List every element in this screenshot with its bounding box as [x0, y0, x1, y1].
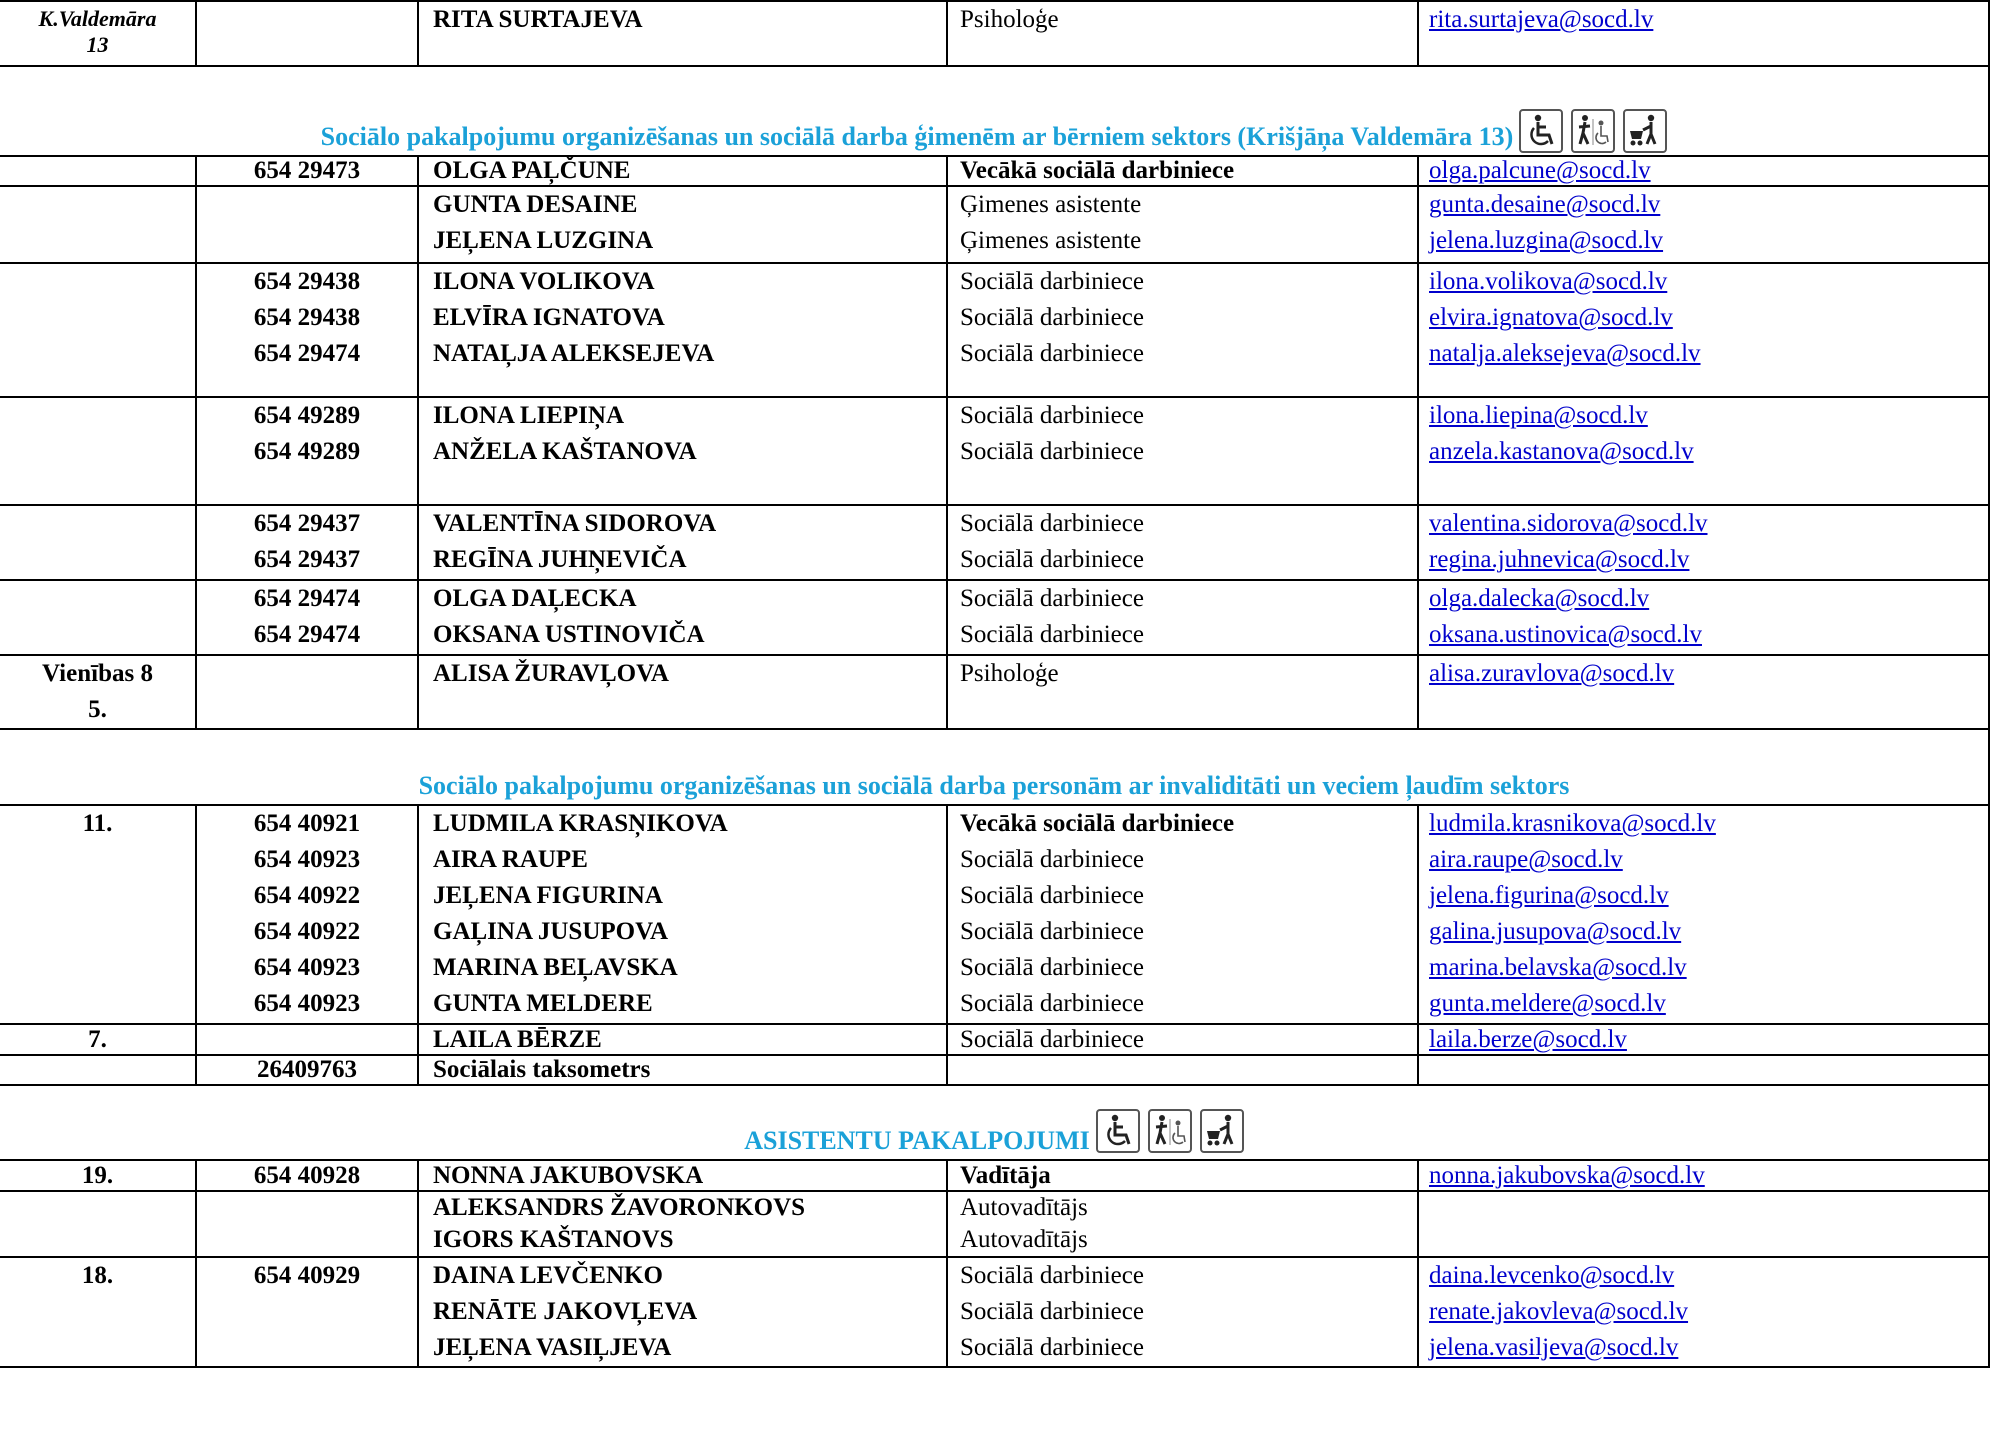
name-cell: GUNTA DESAINE JEĻENA LUZGINA — [418, 186, 947, 263]
position-cell: Vecākā sociālā darbiniece — [947, 156, 1418, 186]
position-cell: Vecākā sociālā darbiniece Sociālā darbiniece Sociālā darbiniece Sociālā darbiniece Sociālā darbiniece Sociālā darbiniece — [947, 805, 1418, 1024]
phone-cell: 654 40929 — [196, 1257, 418, 1367]
table-row — [0, 186, 1989, 263]
email-link[interactable]: ilona.volikova@socd.lv — [1429, 268, 1668, 295]
email-link[interactable]: renate.jakovleva@socd.lv — [1429, 1298, 1689, 1325]
email-cell — [1418, 1257, 1989, 1367]
section-title: Sociālo pakalpojumu organizēšanas un sociālā darba personām ar invaliditāti un veciem ļaudīm sektors — [418, 771, 1570, 800]
email-link[interactable]: anzela.kastanova@socd.lv — [1429, 438, 1694, 465]
section-header — [0, 729, 1989, 805]
phone-cell: 26409763 — [196, 1055, 418, 1085]
name-cell: Sociālais taksometrs — [418, 1055, 947, 1085]
room-cell: K.Valdemāra 13 — [0, 1, 196, 66]
name-cell: DAINA LEVČENKO RENĀTE JAKOVĻEVA JEĻENA VASIĻJEVA — [418, 1257, 947, 1367]
email-cell — [1418, 263, 1989, 397]
table-row — [0, 1160, 1989, 1191]
wheelchair-icon — [1519, 109, 1563, 153]
phone-cell: 654 49289 654 49289 — [196, 397, 418, 505]
phone-cell — [196, 655, 418, 729]
position-cell: Sociālā darbiniece Sociālā darbiniece — [947, 580, 1418, 655]
name-cell: OLGA DAĻECKA OKSANA USTINOVIČA — [418, 580, 947, 655]
name-cell: NONNA JAKUBOVSKA — [418, 1160, 947, 1191]
email-cell — [1418, 1160, 1989, 1191]
table-row — [0, 1257, 1989, 1367]
email-link[interactable]: gunta.desaine@socd.lv — [1429, 191, 1661, 218]
section-title: ASISTENTU PAKALPOJUMI — [744, 1126, 1090, 1155]
room-cell — [0, 397, 196, 505]
room-cell: 19. — [0, 1160, 196, 1191]
position-cell: Sociālā darbiniece Sociālā darbiniece Sociālā darbiniece — [947, 263, 1418, 397]
phone-cell — [196, 1191, 418, 1257]
room-cell — [0, 580, 196, 655]
email-link[interactable]: ludmila.krasnikova@socd.lv — [1429, 810, 1716, 837]
email-link[interactable]: aira.raupe@socd.lv — [1429, 846, 1623, 873]
room-cell: 11. — [0, 805, 196, 1024]
email-link[interactable]: olga.dalecka@socd.lv — [1429, 585, 1650, 612]
email-link[interactable]: galina.jusupova@socd.lv — [1429, 918, 1682, 945]
walking-assistance-icon — [1148, 1109, 1192, 1153]
phone-cell: 654 40921 654 40923 654 40922 654 40922 654 40923 654 40923 — [196, 805, 418, 1024]
table-row — [0, 505, 1989, 580]
phone-cell: 654 29437 654 29437 — [196, 505, 418, 580]
email-cell — [1418, 1, 1989, 66]
section-header-row — [0, 1085, 1989, 1160]
email-link[interactable]: alisa.zuravlova@socd.lv — [1429, 660, 1675, 687]
section-header-row — [0, 66, 1989, 156]
position-cell: Psiholoģe — [947, 655, 1418, 729]
room-cell — [0, 156, 196, 186]
email-cell — [1418, 805, 1989, 1024]
room-cell — [0, 505, 196, 580]
position-cell: Sociālā darbiniece — [947, 1024, 1418, 1055]
table-row — [0, 1191, 1989, 1257]
room-cell — [0, 263, 196, 397]
table-row — [0, 655, 1989, 729]
name-cell: LUDMILA KRASŅIKOVA AIRA RAUPE JEĻENA FIGURINA GAĻINA JUSUPOVA MARINA BEĻAVSKA GUNTA MELDERE — [418, 805, 947, 1024]
room-cell — [0, 186, 196, 263]
email-link[interactable]: laila.berze@socd.lv — [1429, 1026, 1627, 1053]
section-header — [0, 66, 1989, 156]
wheelchair-icon — [1096, 1109, 1140, 1153]
phone-cell — [196, 186, 418, 263]
room-cell: 7. — [0, 1024, 196, 1055]
phone-cell: 654 29474 654 29474 — [196, 580, 418, 655]
walking-assistance-icon — [1571, 109, 1615, 153]
email-cell — [1418, 1191, 1989, 1257]
room-cell: Vienības 8 5. — [0, 655, 196, 729]
email-cell — [1418, 186, 1989, 263]
name-cell: ILONA VOLIKOVA ELVĪRA IGNATOVA NATAĻJA ALEKSEJEVA — [418, 263, 947, 397]
name-cell: ALEKSANDRS ŽAVORONKOVS IGORS KAŠTANOVS — [418, 1191, 947, 1257]
email-link[interactable]: ilona.liepina@socd.lv — [1429, 402, 1648, 429]
name-cell: LAILA BĒRZE — [418, 1024, 947, 1055]
table-row — [0, 805, 1989, 1024]
email-cell — [1418, 580, 1989, 655]
section-header — [0, 1085, 1989, 1160]
email-link[interactable]: gunta.meldere@socd.lv — [1429, 990, 1666, 1017]
room-cell — [0, 1191, 196, 1257]
position-cell: Sociālā darbiniece Sociālā darbiniece Sociālā darbiniece — [947, 1257, 1418, 1367]
position-cell: Sociālā darbiniece Sociālā darbiniece — [947, 505, 1418, 580]
email-link[interactable]: olga.palcune@socd.lv — [1429, 157, 1651, 184]
phone-cell: 654 40928 — [196, 1160, 418, 1191]
position-cell: Autovadītājs Autovadītājs — [947, 1191, 1418, 1257]
phone-cell: 654 29473 — [196, 156, 418, 186]
position-cell: Vadītāja — [947, 1160, 1418, 1191]
email-cell — [1418, 1055, 1989, 1085]
email-cell — [1418, 156, 1989, 186]
position-cell — [947, 1055, 1418, 1085]
room-cell: 18. — [0, 1257, 196, 1367]
email-cell — [1418, 1024, 1989, 1055]
section-header-row — [0, 729, 1989, 805]
email-cell — [1418, 505, 1989, 580]
email-link[interactable]: jelena.figurina@socd.lv — [1429, 882, 1669, 909]
table-row — [0, 1055, 1989, 1085]
child-care-icon — [1200, 1109, 1244, 1153]
email-link[interactable]: valentina.sidorova@socd.lv — [1429, 510, 1708, 537]
phone-cell — [196, 1, 418, 66]
name-cell: ALISA ŽURAVĻOVA — [418, 655, 947, 729]
name-cell: RITA SURTAJEVA — [418, 1, 947, 66]
email-cell — [1418, 655, 1989, 729]
name-cell: OLGA PAĻČUNE — [418, 156, 947, 186]
email-link[interactable]: rita.surtajeva@socd.lv — [1429, 6, 1654, 33]
section-title: Sociālo pakalpojumu organizēšanas un sociālā darba ģimenēm ar bērniem sektors (Krišjāņa Valdemāra 13) — [320, 122, 1514, 151]
child-care-icon — [1623, 109, 1667, 153]
table-row — [0, 580, 1989, 655]
email-link[interactable]: nonna.jakubovska@socd.lv — [1429, 1162, 1705, 1189]
email-link[interactable]: marina.belavska@socd.lv — [1429, 954, 1687, 981]
email-cell — [1418, 397, 1989, 505]
email-link[interactable]: jelena.luzgina@socd.lv — [1429, 227, 1664, 254]
position-cell: Ģimenes asistente Ģimenes asistente — [947, 186, 1418, 263]
table-row — [0, 1, 1989, 66]
email-link[interactable]: elvira.ignatova@socd.lv — [1429, 304, 1673, 331]
table-row — [0, 1024, 1989, 1055]
email-link[interactable]: daina.levcenko@socd.lv — [1429, 1262, 1675, 1289]
phone-cell: 654 29438 654 29438 654 29474 — [196, 263, 418, 397]
email-link[interactable]: oksana.ustinovica@socd.lv — [1429, 621, 1702, 648]
phone-cell — [196, 1024, 418, 1055]
email-link[interactable]: regina.juhnevica@socd.lv — [1429, 546, 1690, 573]
table-row — [0, 156, 1989, 186]
position-cell: Psiholoģe — [947, 1, 1418, 66]
email-link[interactable]: natalja.aleksejeva@socd.lv — [1429, 340, 1701, 367]
name-cell: ILONA LIEPIŅA ANŽELA KAŠTANOVA — [418, 397, 947, 505]
table-row — [0, 397, 1989, 505]
room-cell — [0, 1055, 196, 1085]
email-link[interactable]: jelena.vasiljeva@socd.lv — [1429, 1334, 1679, 1361]
position-cell: Sociālā darbiniece Sociālā darbiniece — [947, 397, 1418, 505]
name-cell: VALENTĪNA SIDOROVA REGĪNA JUHŅEVIČA — [418, 505, 947, 580]
table-row — [0, 263, 1989, 397]
